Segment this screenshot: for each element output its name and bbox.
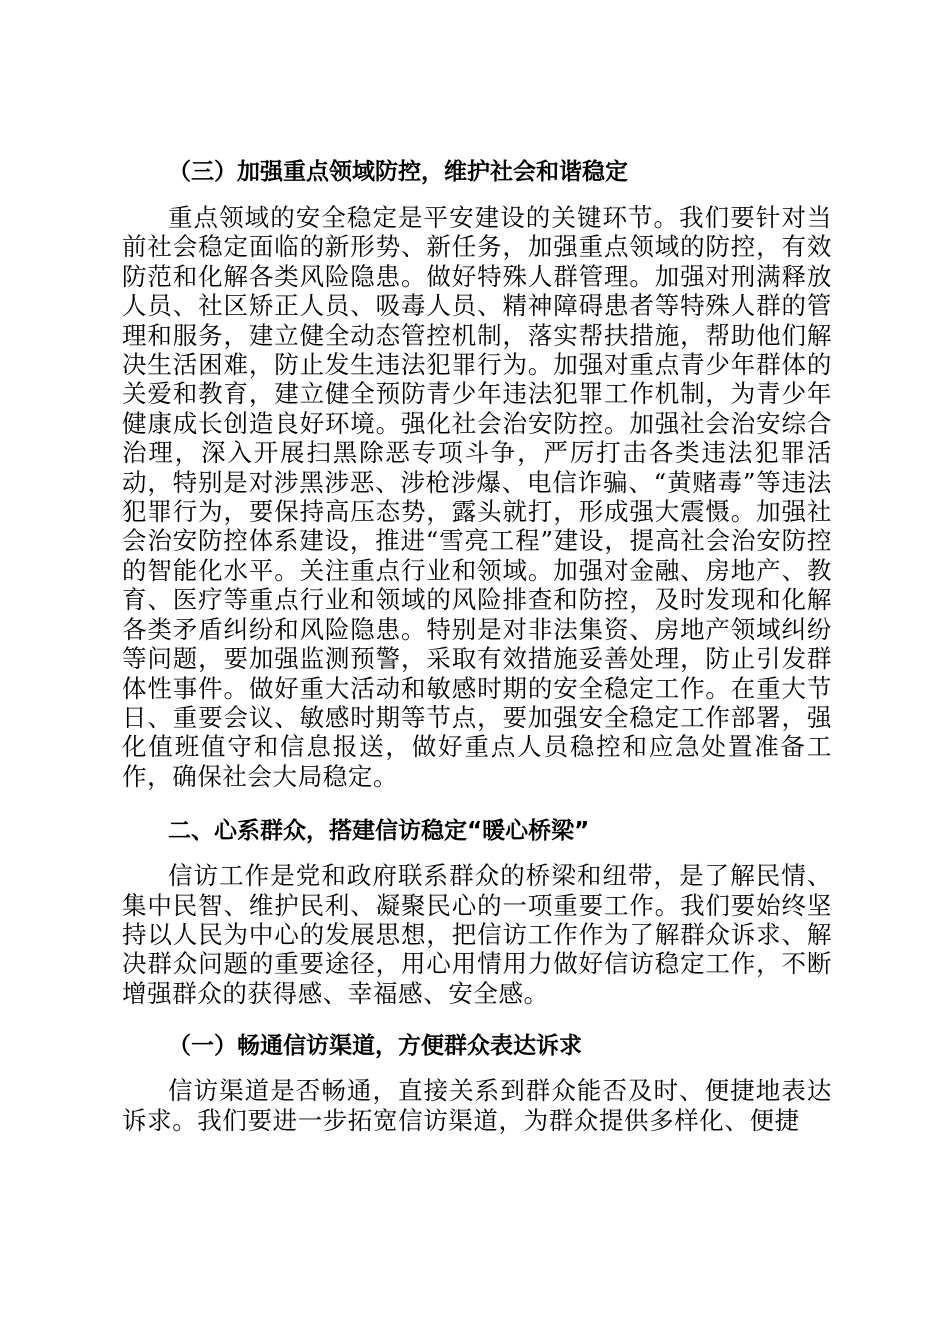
section-heading-strengthen-key-areas: （三）加强重点领域防控，维护社会和谐稳定 <box>168 159 628 185</box>
paragraph-petition-channels: 信访渠道是否畅通，直接关系到群众能否及时、便捷地表达诉求。我们要进一步拓宽信访渠道，为群众提供多样化、便捷 <box>122 1076 832 1135</box>
section-heading-petition-channels: （一）畅通信访渠道，方便群众表达诉求 <box>168 1033 582 1060</box>
paragraph-key-areas: 重点领域的安全稳定是平安建设的关键环节。我们要针对当前社会稳定面临的新形势、新任务，加强重点领域的防控，有效防范和化解各类风险隐患。做好特殊人群管理。加强对刑满释放人员、社区矫正人员、吸毒人员、精神障碍患者等特殊人群的管理和服务，建立健全动态管控机制，落实帮扶措施，帮助他们解决生活困难，防止发生违法犯罪行为。加强对重点青少年群体的关爱和教育，建立健全预防青少年违法犯罪工作机制，为青少年健康成长创造良好环境。强化社会治安防控。加强社会治安综合治理，深入开展扫黑除恶专项斗争，严厉打击各类违法犯罪活动，特别是对涉黑涉恶、涉枪涉爆、电信诈骗、“黄赌毒”等违法犯罪行为，要保持高压态势，露头就打，形成强大震慑。加强社会治安防控体系建设，推进“雪亮工程”建设，提高社会治安防控的智能化水平。关注重点行业和领域。加强对金融、房地产、教育、医疗等重点行业和领域的风险排查和防控，及时发现和化解各类矛盾纠纷和风险隐患。特别是对非法集资、房地产领域纠纷等问题，要加强监测预警，采取有效措施妥善处理，防止引发群体性事件。做好重大活动和敏感时期的安全稳定工作。在重大节日、重要会议、敏感时期等节点，要加强安全稳定工作部署，强化值班值守和信息报送，做好重点人员稳控和应急处置准备工作，确保社会大局稳定。 <box>122 203 832 791</box>
part-heading-petition-bridge: 二、心系群众，搭建信访稳定“暖心桥梁” <box>168 818 590 845</box>
document-page <box>122 152 832 1135</box>
paragraph-petition-work: 信访工作是党和政府联系群众的桥梁和纽带，是了解民情、集中民智、维护民利、凝聚民心的一项重要工作。我们要始终坚持以人民为中心的发展思想，把信访工作作为了解群众诉求、解决群众问题的重要途径，用心用情用力做好信访稳定工作，不断增强群众的获得感、幸福感、安全感。 <box>122 861 832 1008</box>
